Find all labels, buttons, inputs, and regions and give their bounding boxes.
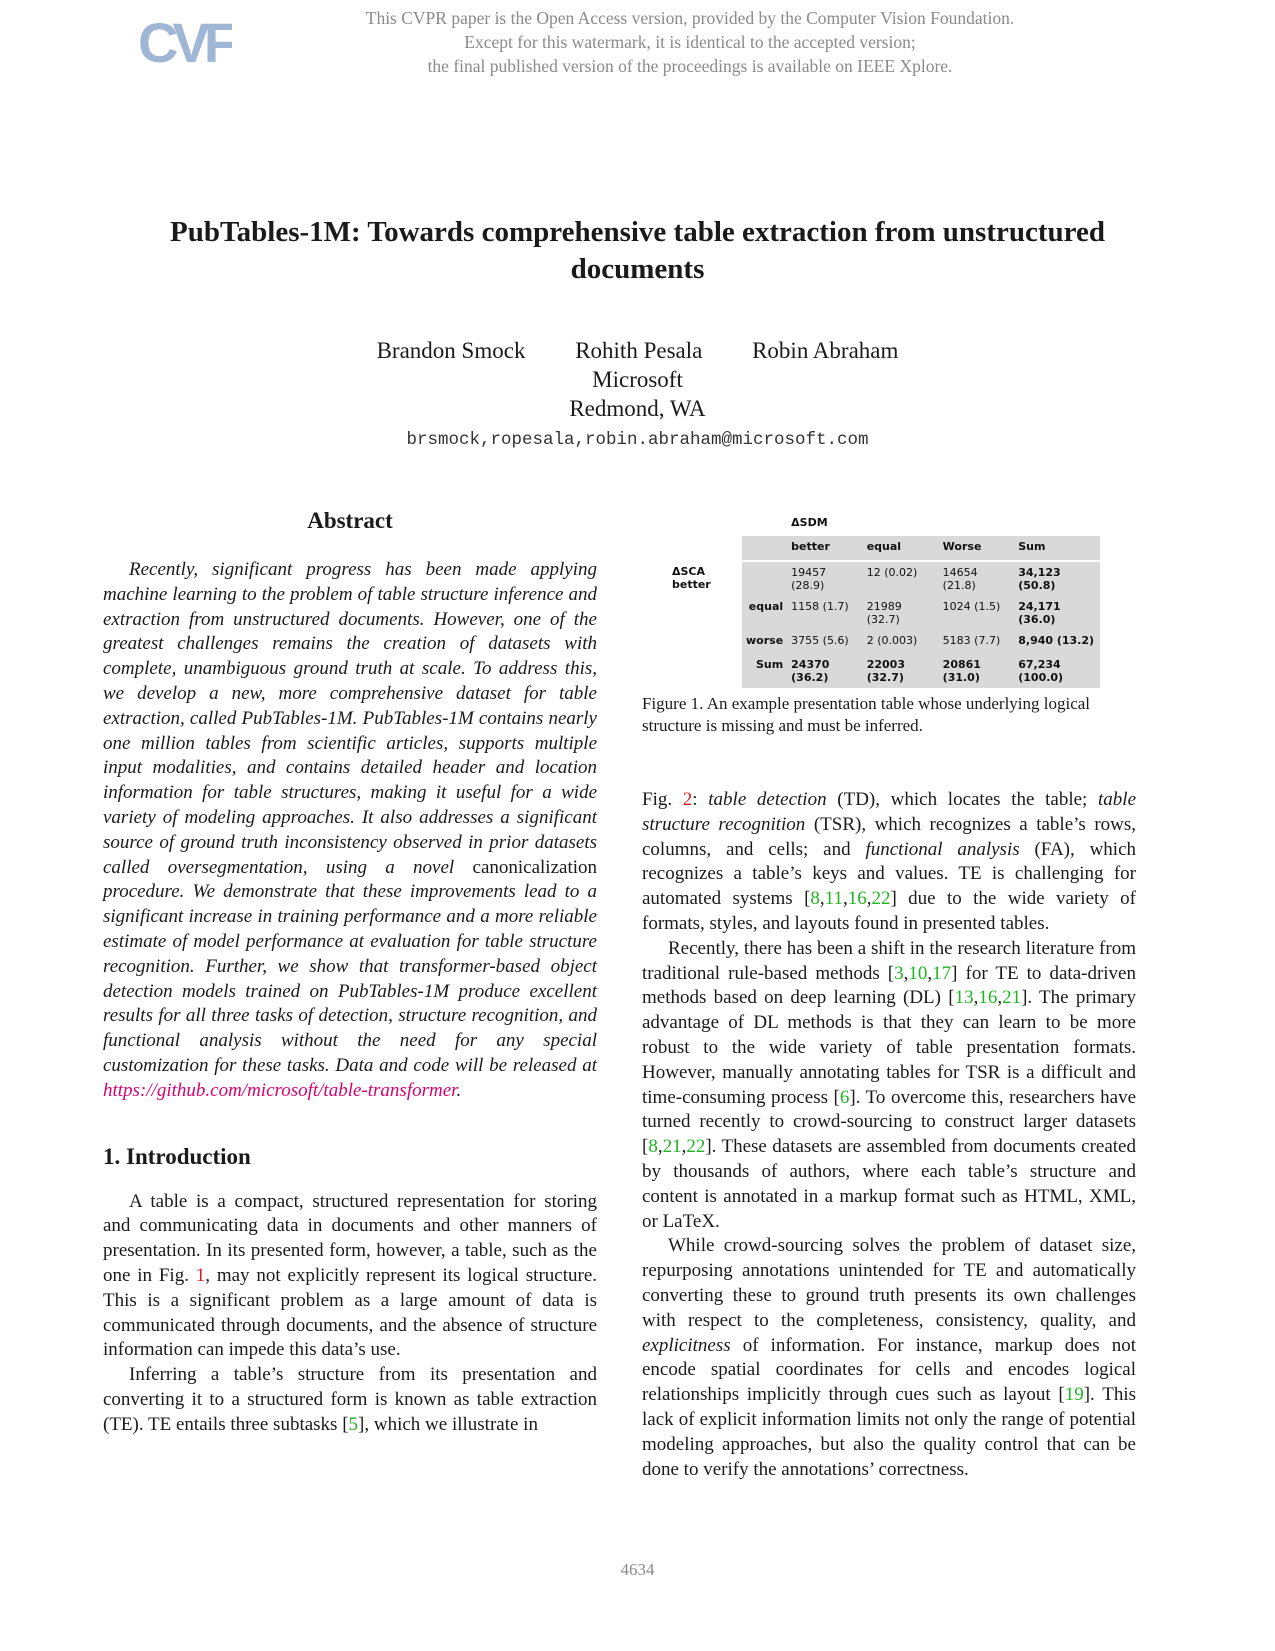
abstract-text bbox=[103, 558, 597, 1104]
intro-paragraph bbox=[103, 1363, 597, 1437]
table-cell: 21989 (32.7) bbox=[863, 596, 939, 630]
watermark-notice bbox=[250, 6, 1130, 78]
intro-text: ], which we illustrate in bbox=[358, 1413, 538, 1435]
term: explicitness bbox=[642, 1334, 731, 1356]
term: table detection bbox=[708, 789, 827, 810]
figure-ref[interactable]: 1 bbox=[195, 1264, 206, 1286]
citation[interactable]: 16 bbox=[847, 888, 867, 910]
figure-1-table bbox=[668, 512, 1100, 684]
author-block bbox=[100, 336, 1175, 423]
author-email: brsmock,ropesala,robin.abraham@microsoft.com bbox=[406, 430, 869, 450]
table-cell: 5183 (7.7) bbox=[939, 630, 1015, 654]
table-cell: 14654 (21.8) bbox=[939, 561, 1015, 596]
table-cell: 3755 (5.6) bbox=[787, 630, 863, 654]
right-column bbox=[642, 788, 1136, 1482]
body-text: of information. For instance, markup does not encode spatial coordinates for cells and encodes logical relationships implicitly through cues such as layout [ bbox=[642, 1334, 1136, 1406]
figure-ref[interactable]: 2 bbox=[682, 789, 693, 810]
term: functional analysis bbox=[865, 838, 1020, 860]
author-location: Redmond, WA bbox=[569, 396, 706, 421]
table-cell: 19457 (28.9) bbox=[787, 561, 863, 596]
left-column bbox=[103, 508, 597, 1438]
body-text: ]. These datasets are assembled from documents created by thousands of authors, where each table’s structure and content is annotated in a markup format such as HTML, XML, or LaTeX. bbox=[642, 1136, 1136, 1232]
abstract-body: procedure. We demonstrate that these improvements lead to a significant increase in training performance and a more reliable estimate of model performance at evaluation for table structure recognition. Further, we show that transformer-based object detection models trained on PubTables-1M produce excellent results for all three tasks of detection, structure recognition, and functional analysis without the need for any special customization for these tasks. Data and code will be released at bbox=[103, 881, 597, 1076]
table-cell: 67,234 (100.0) bbox=[1014, 654, 1100, 688]
intro-text: , may not explicitly represent its logical structure. This is a significant problem as a large amount of data is communicated through documents, and the absence of structure information can impede this data’s use. bbox=[103, 1264, 598, 1361]
table-row bbox=[668, 630, 1100, 654]
citation[interactable]: 21 bbox=[662, 1136, 682, 1158]
body-paragraph: Recently, there has been a shift in the research literature from traditional rule-based methods [3,10,17] for TE to data-driven methods based on deep learning (DL) [13,16,21]. The primary advantage of DL methods is that they can learn to be more robust to the wide variety of table presentation formats. However, manually annotating tables for TSR is a difficult and time-consuming process [6]. To overcome this, researchers have turned recently to crowd-sourcing to construct larger datasets [8,21,22]. These datasets are assembled from documents created by thousands of authors, where each table’s structure and content is annotated in a markup format such as HTML, XML, or LaTeX. bbox=[642, 937, 1136, 1232]
author-name: Rohith Pesala bbox=[575, 338, 703, 363]
citation[interactable]: 16 bbox=[978, 987, 998, 1009]
table-row bbox=[668, 561, 1100, 596]
table-cell: 12 (0.02) bbox=[863, 561, 939, 596]
watermark-line: Except for this watermark, it is identical to the accepted version; bbox=[464, 32, 916, 52]
table-cell: 34,123 (50.8) bbox=[1014, 561, 1100, 596]
row-label: Sum bbox=[742, 654, 787, 688]
author-name: Robin Abraham bbox=[752, 338, 899, 363]
table-cell: 24370 (36.2) bbox=[787, 654, 863, 688]
cvf-logo-text: CVF bbox=[138, 11, 232, 72]
abstract-term: canonicalization bbox=[472, 856, 598, 878]
table-row bbox=[668, 654, 1100, 688]
table-cell: 24,171 (36.0) bbox=[1014, 596, 1100, 630]
citation[interactable]: 22 bbox=[686, 1136, 706, 1158]
citation[interactable]: 8 bbox=[810, 888, 820, 910]
watermark-line: This CVPR paper is the Open Access version, provided by the Computer Vision Foundation. bbox=[365, 8, 1015, 28]
body-text: ]. The primary advantage of DL methods is that they can learn to be more robust to the wide variety of table presentation formats. However, manually annotating tables for TSR is a difficult and time-consuming process [ bbox=[642, 987, 1136, 1108]
table-header-row bbox=[668, 536, 1100, 561]
citation[interactable]: 10 bbox=[908, 962, 928, 984]
body-text: (TSR), which recognizes a table’s rows, columns, and cells; and bbox=[642, 813, 1137, 860]
body-text: ]. To overcome this, researchers have turned recently to crowd-sourcing to construct larger datasets [ bbox=[642, 1086, 1136, 1158]
author-affiliation: Microsoft bbox=[592, 367, 683, 392]
citation[interactable]: 22 bbox=[871, 888, 891, 910]
body-paragraph: Fig. 2: table detection (TD), which locates the table; table structure recognition (TSR), which recognizes a table’s rows, columns, and cells; and functional analysis (FA), which recognizes a table’s keys and values. TE is challenging for automated systems [8,11,16,22] due to the wide variety of formats, styles, and layouts found in presented tables. bbox=[642, 789, 1137, 934]
row-label: better bbox=[672, 578, 711, 591]
citation[interactable]: 17 bbox=[932, 962, 952, 984]
citation[interactable]: 13 bbox=[954, 987, 974, 1009]
table-cell: 1024 (1.5) bbox=[939, 596, 1015, 630]
body-text: (TD), which locates the table; bbox=[837, 789, 1088, 810]
term: table structure recognition bbox=[642, 789, 1137, 835]
table-super-header-row bbox=[668, 512, 1100, 536]
intro-text: A table is a compact, structured representation for storing and communicating data in documents and other manners of presentation. In its presented form, however, a table, such as the one in Fig. bbox=[103, 1190, 597, 1286]
intro-text: Inferring a table’s structure from its presentation and converting it to a structured form is known as table extraction (TE). TE entails three subtasks [ bbox=[103, 1364, 597, 1435]
citation[interactable]: 6 bbox=[839, 1086, 850, 1108]
author-name: Brandon Smock bbox=[376, 338, 526, 363]
section-heading-introduction: 1. Introduction bbox=[103, 1143, 251, 1169]
citation[interactable]: 19 bbox=[1064, 1384, 1084, 1406]
citation[interactable]: 5 bbox=[348, 1413, 359, 1435]
body-text: (FA), which recognizes a table’s keys and values. TE is challenging for automated systems [ bbox=[642, 838, 1137, 910]
table-col-header: Sum bbox=[1014, 536, 1100, 561]
table-cell: 8,940 (13.2) bbox=[1014, 630, 1100, 654]
abstract-end: . bbox=[456, 1079, 462, 1101]
body-text: Fig. bbox=[642, 789, 673, 810]
intro-paragraph bbox=[103, 1190, 597, 1364]
body-text: Recently, there has been a shift in the research literature from traditional rule-based methods [ bbox=[642, 937, 1136, 984]
figure-1-caption: Figure 1. An example presentation table whose underlying logical structure is missing and must be inferred. bbox=[642, 694, 1091, 735]
table-col-header: better bbox=[787, 536, 863, 561]
body-text: While crowd-sourcing solves the problem of dataset size, repurposing annotations unintended for TE and automatically converting these to ground truth presents its own challenges with respect to the completeness, consistency, quality, and bbox=[642, 1235, 1136, 1331]
body-text: : bbox=[692, 789, 698, 810]
table-cell: 20861 (31.0) bbox=[939, 654, 1015, 688]
table-cell: 2 (0.003) bbox=[863, 630, 939, 654]
citation[interactable]: 11 bbox=[824, 888, 843, 910]
abstract-body: Recently, significant progress has been made applying machine learning to the problem of table structure inference and extraction from unstructured documents. However, one of the greatest challenges remains the creation of datasets with complete, unambiguous ground truth at scale. To address this, we develop a new, more comprehensive dataset for table extraction, called PubTables-1M. PubTables-1M contains nearly one million tables from scientific articles, supports multiple input modalities, and contains detailed header and location information for table structures, making it useful for a wide variety of modeling approaches. It also addresses a significant source of ground truth inconsistency observed in prior datasets called oversegmentation, using a novel bbox=[103, 559, 597, 878]
row-label: equal bbox=[742, 596, 787, 630]
author-names bbox=[100, 336, 1175, 365]
body-text: ] due to the wide variety of formats, styles, and layouts found in presented tables. bbox=[642, 888, 1137, 934]
watermark-line: the final published version of the proceedings is available on IEEE Xplore. bbox=[427, 56, 953, 76]
table-col-header: equal bbox=[863, 536, 939, 561]
abstract-heading: Abstract bbox=[307, 508, 393, 533]
table-col-header: Worse bbox=[939, 536, 1015, 561]
cvf-logo bbox=[138, 8, 232, 72]
table-row-group bbox=[668, 561, 742, 596]
table-super-header: ΔSDM bbox=[787, 512, 1100, 536]
citation[interactable]: 21 bbox=[1002, 987, 1022, 1009]
code-link[interactable]: https://github.com/microsoft/table-transformer bbox=[103, 1079, 457, 1101]
table-row bbox=[668, 596, 1100, 630]
page-number: 4634 bbox=[620, 1560, 655, 1579]
paper-title: PubTables-1M: Towards comprehensive table extraction from unstructured documents bbox=[170, 216, 1105, 285]
row-label: worse bbox=[742, 630, 787, 654]
row-group-label: ΔSCA bbox=[672, 565, 706, 578]
body-text: ] for TE to data-driven methods based on deep learning (DL) [ bbox=[642, 962, 1136, 1009]
body-text: ]. This lack of explicit information limits not only the range of potential modeling approaches, but also the quality control that can be done to verify the annotations’ correctness. bbox=[642, 1384, 1137, 1480]
body-paragraph bbox=[642, 1234, 1136, 1482]
citation[interactable]: 8 bbox=[648, 1136, 658, 1158]
citation[interactable]: 3 bbox=[894, 962, 904, 984]
table-cell: 1158 (1.7) bbox=[787, 596, 863, 630]
confusion-table bbox=[668, 512, 1100, 688]
table-cell: 22003 (32.7) bbox=[863, 654, 939, 688]
